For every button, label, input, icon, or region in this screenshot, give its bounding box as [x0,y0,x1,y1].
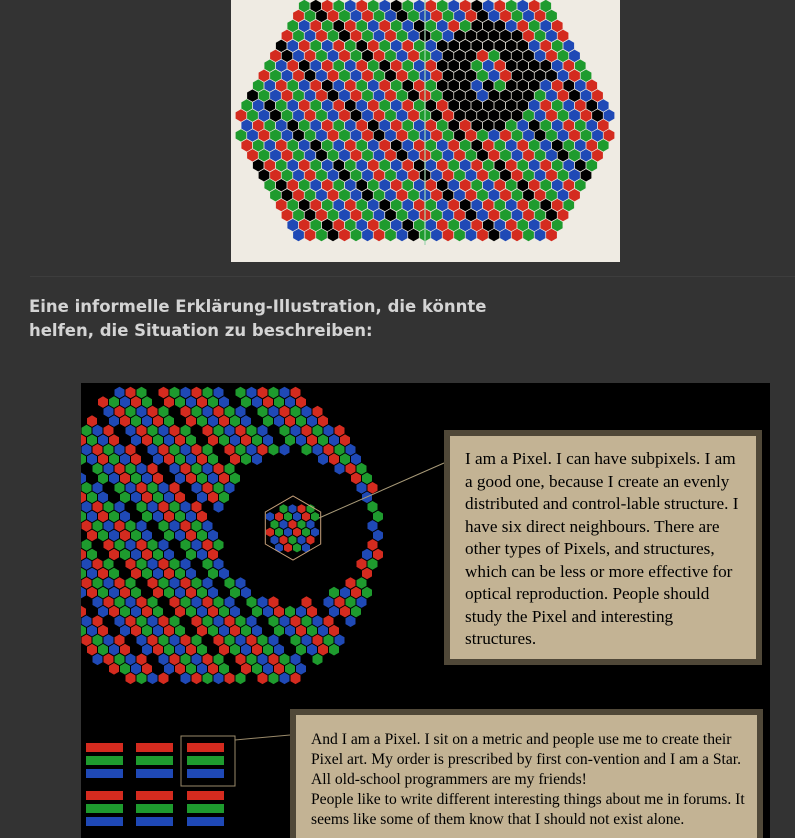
hex-pixel-callout [444,430,762,665]
illustration-caption: Eine informelle Erklärung-Illustration, die könnte helfen, die Situation zu beschreiben: [29,297,487,340]
hex-pixel-callout-text: I am a Pixel. I can have subpixels. I am a good one, because I create an evenly distributed and control-lable structure. I have six direct neighbours. There are other types of Pixels, and structures, which can be less or more effective for optical reproduction. People should study the Pixel and interesting structures. [465,449,739,648]
square-pixel-callout-text-1: And I am a Pixel. I sit on a metric and people use me to create their Pixel art. My order is prescribed by first con-vention and I am a Star. All old-school programmers are my friends! [311,731,742,788]
pixel-explanation-illustration [81,383,770,838]
square-pixel-callout [290,709,763,838]
hex-subpixel-figure [231,0,620,262]
section-divider [30,276,795,277]
square-pixel-callout-text-2: People like to write different interesting things about me in forums. It seems like some of them know that I should not exist alone. [311,791,745,828]
